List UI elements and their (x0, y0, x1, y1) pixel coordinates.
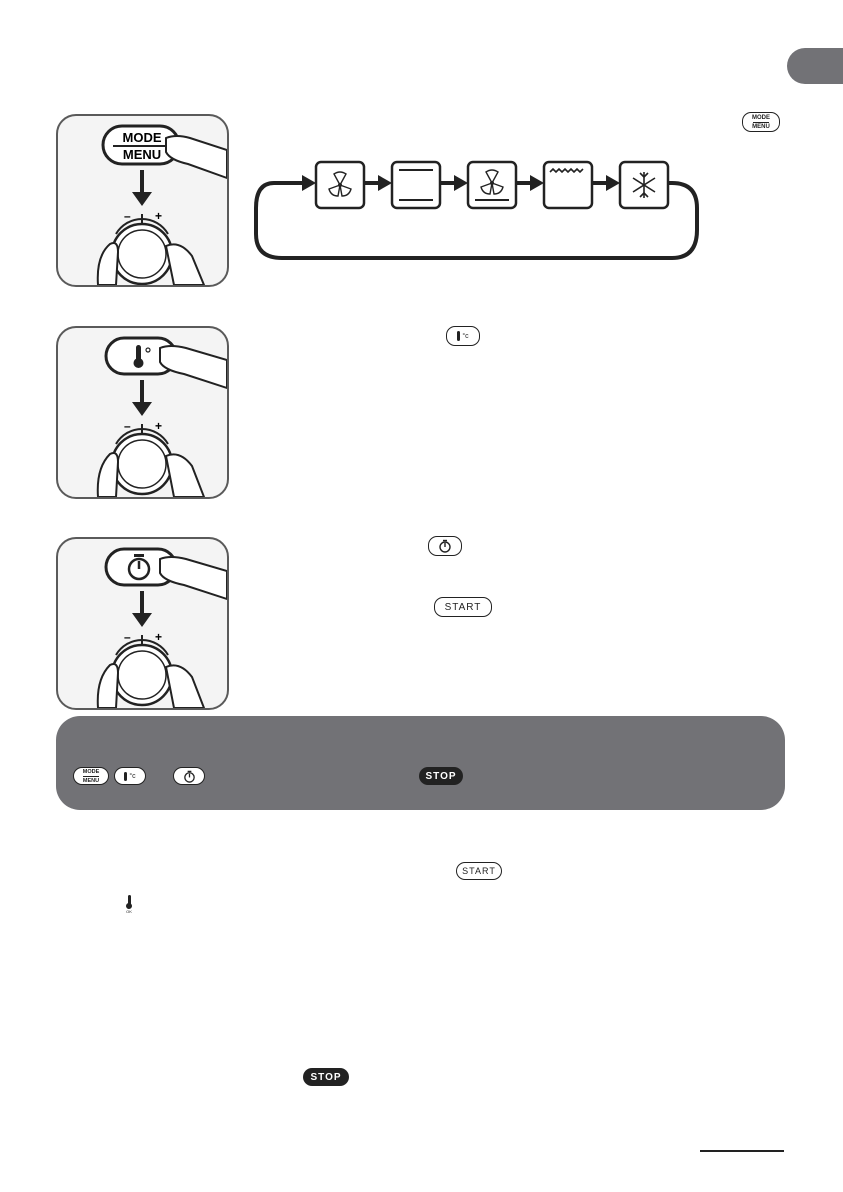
mode-menu-inline-icon (742, 112, 780, 132)
temperature-inline-icon (446, 326, 480, 346)
note-temperature-icon (114, 767, 146, 785)
mode-menu-illustration (56, 114, 229, 287)
defrost-snowflake-icon (620, 162, 668, 208)
note-box (56, 716, 785, 810)
temp-unit: °c (462, 332, 469, 340)
note-mode-top: MODE (82, 768, 100, 775)
language-tab (787, 48, 843, 84)
temperature-ok-indicator (122, 895, 136, 919)
mode-label: MODE (122, 130, 162, 145)
timer-inline-icon (428, 536, 462, 556)
dial-minus: – (124, 209, 131, 223)
note-timer-icon (173, 767, 205, 785)
fan-bottom-heat-icon (468, 162, 516, 208)
note-temp-unit: °c (129, 772, 136, 780)
dial-plus: + (155, 630, 163, 644)
mode-cycle-diagram (252, 158, 707, 266)
stop-inline-icon-lower: STOP (303, 1068, 349, 1086)
thermometer-icon (124, 772, 127, 781)
dial-minus: – (124, 419, 131, 433)
stopwatch-icon (438, 539, 452, 553)
menu-label: MENU (122, 147, 162, 162)
note-mode-bottom: MENU (82, 777, 100, 784)
grill-icon (544, 162, 592, 208)
dial-plus: + (155, 209, 163, 223)
start-inline-icon-lower: START (456, 862, 502, 880)
footer-rule (700, 1150, 784, 1152)
mode-mini-top: MODE (752, 114, 770, 121)
dial-plus: + (155, 419, 163, 433)
thermometer-icon (457, 331, 460, 341)
timer-illustration (56, 537, 229, 710)
fan-grill-icon (316, 162, 364, 208)
dial-minus: – (124, 630, 131, 644)
ok-label: OK (126, 909, 132, 914)
note-mode-menu-icon (73, 767, 109, 785)
temperature-illustration (56, 326, 229, 499)
note-stop-icon: STOP (419, 767, 463, 785)
stopwatch-icon (183, 770, 196, 783)
mode-mini-bottom: MENU (752, 123, 770, 130)
start-inline-icon: START (434, 597, 492, 617)
conventional-icon (392, 162, 440, 208)
